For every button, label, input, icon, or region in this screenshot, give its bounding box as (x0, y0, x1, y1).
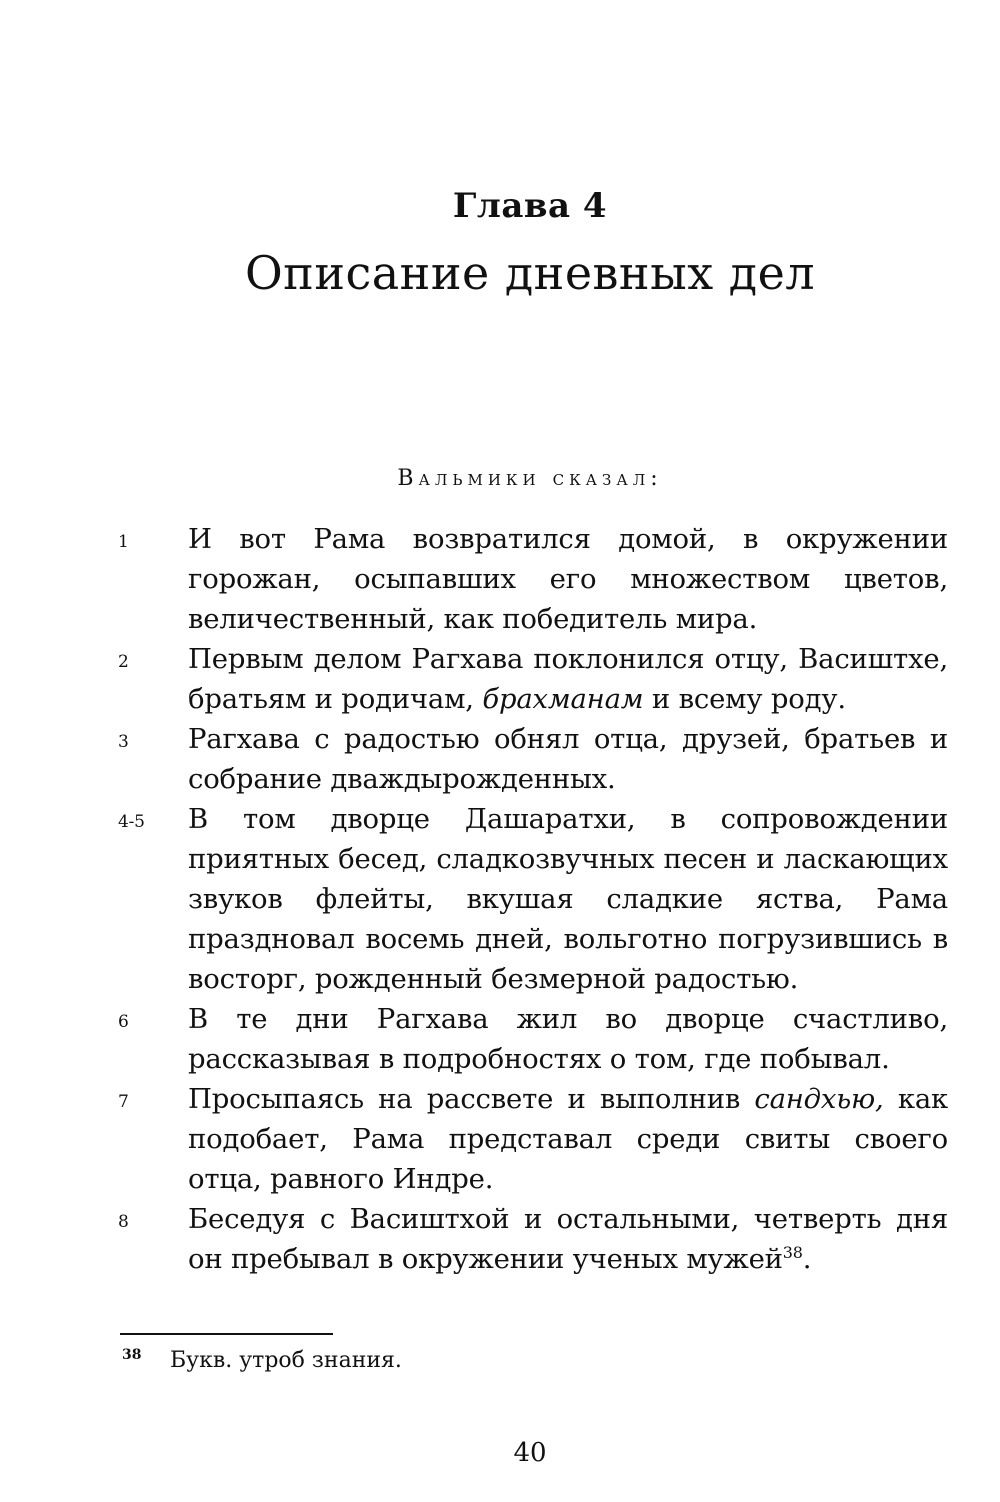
verse-text: В том дворце Дашаратхи, в сопровождении приятных бесед, сладкозвучных песен и ласкающих звуков флейты, вкушая сладкие яства, Рама праздновал восемь дней, вольготно погрузившись в восторг, рожденный безмерной радостью. (188, 803, 948, 995)
verse-1 (118, 519, 948, 639)
verse-number: 8 (118, 1212, 129, 1232)
page-number: 40 (513, 1438, 547, 1468)
verse-number: 7 (118, 1092, 129, 1112)
verse-text: Беседуя с Васиштхой и остальными, четверть дня он пребывал в окружении ученых мужей$^{38}$. (188, 1203, 948, 1275)
footnote-number: 38 (122, 1347, 142, 1363)
chapter-label: Глава 4 (452, 186, 608, 226)
verse-text: Первым делом Рагхава поклонился отцу, Васиштхе, братьям и родичам, брахманам и всему роду. (188, 643, 948, 715)
italic-term: брахманам (482, 683, 644, 715)
verse-number: 3 (118, 732, 129, 752)
verse-text: Просыпаясь на рассвете и выполнив сандхью, как подобает, Рама представал среди свиты своего отца, равного Индре. (188, 1083, 948, 1195)
footnote-text: Букв. утроб знания. (170, 1348, 402, 1373)
verse-2 (118, 639, 948, 719)
speaker-heading: Вальмики сказал: (397, 466, 663, 491)
verse-number: 4-5 (118, 812, 145, 832)
verse-list (118, 519, 948, 1279)
verse-8 (118, 1199, 948, 1279)
verse-4-5 (118, 799, 948, 999)
footnote-divider (120, 1333, 333, 1335)
chapter-title: Описание дневных дел (244, 246, 816, 300)
verse-number: 6 (118, 1012, 129, 1032)
footnote-reference[interactable]: 38 (782, 1242, 803, 1262)
verse-number: 1 (118, 532, 129, 552)
verse-6 (118, 999, 948, 1079)
footnote (120, 1345, 940, 1377)
verse-number: 2 (118, 652, 129, 672)
italic-term: сандхью, (754, 1083, 884, 1115)
verse-7 (118, 1079, 948, 1199)
verse-text: И вот Рама возвратился домой, в окружении горожан, осыпавших его множеством цветов, величественный, как победитель мира. (188, 523, 948, 635)
verse-text: В те дни Рагхава жил во дворце счастливо, рассказывая в подробностях о том, где побывал. (188, 1003, 948, 1075)
verse-text: Рагхава с радостью обнял отца, друзей, братьев и собрание дваждырожденных. (188, 723, 948, 795)
verse-3 (118, 719, 948, 799)
